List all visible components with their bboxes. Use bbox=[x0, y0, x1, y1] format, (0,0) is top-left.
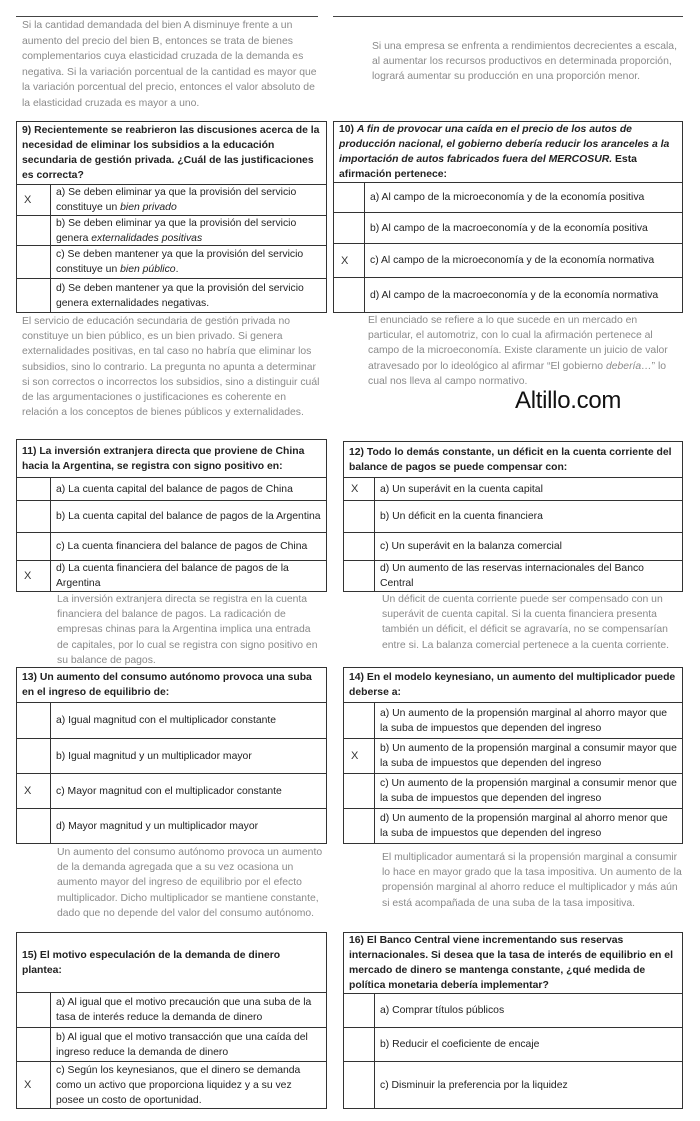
answer-mark-cell[interactable] bbox=[344, 1062, 375, 1108]
text-segment: b) Al igual que el motivo transacción que una caída del ingreso reduce la demanda de dinero bbox=[56, 1031, 308, 1058]
question-text bbox=[339, 122, 677, 182]
option-row[interactable] bbox=[344, 1062, 682, 1108]
answer-mark-cell[interactable] bbox=[17, 1062, 51, 1108]
option-text bbox=[380, 1037, 539, 1052]
text-segment: El multiplicador aumentará si la propensión marginal a consumir lo hace en mayor grado que la tasa impositiva. Un aumento de la propensión marginal al ahorro reduce el multiplicador y más aún si está acompañada de una suba de la tasa impositiva. bbox=[382, 852, 682, 909]
option-cell bbox=[365, 244, 682, 277]
option-row[interactable] bbox=[17, 739, 326, 774]
option-cell bbox=[365, 183, 682, 212]
answer-mark-cell[interactable] bbox=[344, 501, 375, 532]
text-segment: d) Un aumento de la propensión marginal al ahorro menor que la suba de impuestos que dependen del ingreso bbox=[380, 813, 668, 839]
answer-mark-cell[interactable] bbox=[344, 703, 375, 738]
text-segment: c) Se deben mantener ya que la provisión del servicio constituye un bbox=[56, 249, 304, 275]
text-segment: a) Al igual que el motivo precaución que una suba de la tasa de interés reduce la demanda de dinero bbox=[56, 997, 312, 1023]
option-cell bbox=[51, 561, 326, 591]
question-text bbox=[349, 445, 677, 475]
question-15-table bbox=[16, 932, 327, 1109]
option-cell bbox=[51, 1028, 326, 1061]
answer-mark-cell[interactable] bbox=[344, 533, 375, 560]
option-cell bbox=[375, 501, 682, 532]
text-segment: b) Un aumento de la propensión marginal a consumir mayor que la suba de impuestos que dependen del ingreso bbox=[380, 743, 677, 769]
option-cell bbox=[375, 809, 682, 843]
option-cell bbox=[51, 501, 326, 532]
emphasis-text: externalidades positivas bbox=[91, 232, 203, 244]
option-text bbox=[380, 1003, 504, 1018]
intro-paragraph-right: Si una empresa se enfrenta a rendimientos decrecientes a escala, al aumentar los recursos productivos en determinada proporción, logrará aumentar su producción en una proporción menor. bbox=[372, 41, 677, 83]
text-segment: c) Un superávit en la balanza comercial bbox=[380, 541, 562, 552]
option-cell bbox=[51, 703, 326, 738]
option-cell bbox=[365, 278, 682, 312]
option-text bbox=[56, 749, 252, 764]
question-text bbox=[22, 670, 321, 700]
question-13-explanation bbox=[57, 845, 329, 921]
option-text bbox=[56, 281, 321, 311]
text-segment: El servicio de educación secundaria de gestión privada no constituye un bien público, es un bien privado. Si genera externalidades positivas, en tal caso no habría que eliminar los subsidios, sino lo contrario. La pregunta no apunta a determinar si son correctos o incorrectos los subsidios, sino a distinguir cuál de las argumentaciones o justificaciones es coherente en relación a los conceptos de bienes públicos y externalidades. bbox=[22, 316, 320, 419]
answer-mark-cell[interactable] bbox=[17, 809, 51, 843]
option-text bbox=[56, 539, 307, 554]
answer-mark-cell[interactable] bbox=[17, 739, 51, 773]
answer-mark-cell[interactable] bbox=[334, 278, 365, 312]
option-row[interactable] bbox=[17, 1062, 326, 1108]
question-14-explanation bbox=[382, 850, 682, 911]
option-row[interactable] bbox=[344, 1028, 682, 1062]
question-14-header bbox=[344, 668, 682, 703]
option-text bbox=[380, 539, 562, 554]
option-cell bbox=[375, 703, 682, 738]
answer-mark-cell[interactable] bbox=[17, 703, 51, 738]
text-segment: 12) Todo lo demás constante, un déficit en la cuenta corriente del balance de pagos se puede compensar con: bbox=[349, 446, 672, 473]
question-12-explanation bbox=[382, 592, 682, 653]
option-text bbox=[56, 713, 276, 728]
emphasis-text: bien público bbox=[120, 264, 176, 275]
option-row[interactable] bbox=[344, 809, 682, 843]
option-row[interactable] bbox=[17, 703, 326, 739]
answer-mark: X bbox=[24, 194, 32, 206]
answer-mark-cell[interactable] bbox=[344, 478, 375, 500]
text-segment: c) Mayor magnitud con el multiplicador constante bbox=[56, 785, 282, 797]
option-text bbox=[56, 216, 321, 246]
option-cell bbox=[51, 478, 326, 500]
question-10-explanation bbox=[368, 313, 678, 389]
question-14-table bbox=[343, 667, 683, 844]
option-text bbox=[380, 741, 677, 771]
option-text bbox=[380, 561, 677, 591]
option-cell bbox=[51, 739, 326, 773]
question-12-table bbox=[343, 441, 683, 592]
watermark-logo: Altillo.com bbox=[515, 387, 622, 414]
answer-mark-cell[interactable] bbox=[344, 994, 375, 1027]
answer-mark-cell[interactable] bbox=[344, 739, 375, 773]
option-text bbox=[380, 811, 677, 841]
answer-mark-cell[interactable] bbox=[17, 478, 51, 500]
option-cell bbox=[51, 774, 326, 808]
question-11-table bbox=[16, 439, 327, 592]
question-11-header bbox=[17, 440, 326, 478]
text-segment: d) Mayor magnitud y un multiplicador mayor bbox=[56, 820, 259, 832]
text-segment: d) La cuenta financiera del balance de pagos de la Argentina bbox=[56, 563, 289, 589]
text-segment: a) Al campo de la microeconomía y de la economía positiva bbox=[370, 192, 645, 203]
text-segment: a) Un aumento de la propensión marginal al ahorro mayor que la suba de impuestos que dependen del ingreso bbox=[380, 707, 668, 734]
answer-mark: X bbox=[351, 483, 359, 495]
text-segment: 9) Recientemente se reabrieron las discusiones acerca de la necesidad de eliminar los subsidios a la educación secundaria de gestión privada. ¿Cuál de las justificaciones es correcta? bbox=[22, 125, 320, 181]
text-segment: d) Un aumento de las reservas internacionales del Banco Central bbox=[380, 563, 644, 589]
text-segment: a) Un superávit en la cuenta capital bbox=[380, 483, 543, 495]
text-segment: b) Igual magnitud y un multiplicador mayor bbox=[56, 750, 252, 762]
text-segment: El enunciado se refiere a lo que sucede en un mercado en particular, el automotriz, con lo cual la afirmación pertenece al campo de la microeconomía. Existe claramente un juicio de valor atravesado por lo ideológico al afirmar “El gobierno bbox=[368, 315, 668, 372]
question-13-header bbox=[17, 668, 326, 703]
option-row[interactable] bbox=[334, 213, 682, 244]
answer-mark-cell[interactable] bbox=[17, 216, 51, 245]
emphasis-text: A fin de provocar una caída en el precio de los autos de producción nacional, el gobierno debería reducir los aranceles a la importación de autos fabricados fuera del MERCOSUR. bbox=[339, 124, 670, 165]
option-row[interactable] bbox=[17, 279, 326, 312]
option-row[interactable] bbox=[17, 246, 326, 279]
text-segment: 11) La inversión extranjera directa que proviene de China hacia la Argentina, se registra con signo positivo en: bbox=[22, 445, 305, 472]
option-cell bbox=[375, 478, 682, 500]
text-segment: c) La cuenta financiera del balance de pagos de China bbox=[56, 541, 308, 552]
option-row[interactable] bbox=[344, 994, 682, 1028]
question-16-table bbox=[343, 932, 683, 1109]
option-row[interactable] bbox=[344, 533, 682, 561]
text-segment: d) Se deben mantener ya que la provisión del servicio genera externalidades negativas. bbox=[56, 282, 304, 309]
answer-mark-cell[interactable] bbox=[334, 244, 365, 277]
option-cell bbox=[375, 533, 682, 560]
option-text bbox=[56, 819, 258, 834]
question-16-header bbox=[344, 933, 682, 994]
option-row[interactable] bbox=[17, 774, 326, 809]
question-text bbox=[22, 948, 321, 978]
option-cell bbox=[51, 185, 326, 215]
question-10-header bbox=[334, 122, 682, 183]
answer-mark-cell[interactable] bbox=[17, 774, 51, 808]
option-row[interactable] bbox=[17, 216, 326, 246]
text-segment: Un déficit de cuenta corriente puede ser compensado con un superávit de cuenta capital. Si la cuenta financiera presenta también un déficit, el déficit se agravaría, no se compensarían entre si. La balanza comercial pertenece a la cuenta corriente. bbox=[382, 594, 670, 651]
option-text bbox=[380, 776, 677, 806]
option-cell bbox=[51, 216, 326, 245]
text-segment: a) Igual magnitud con el multiplicador constante bbox=[56, 715, 277, 726]
text-segment: 15) El motivo especulación de la demanda de dinero plantea: bbox=[22, 949, 281, 976]
question-15-header bbox=[17, 933, 326, 993]
text-segment: 16) El Banco Central viene incrementando sus reservas internacionales. Si desea que la tasa de interés de equilibrio en el mercado de dinero se mantenga constante, ¿qué medida de política monetaria debería implementar? bbox=[349, 935, 673, 991]
option-text bbox=[380, 706, 677, 736]
option-text bbox=[56, 784, 282, 799]
option-cell bbox=[375, 774, 682, 808]
answer-mark-cell[interactable] bbox=[344, 774, 375, 808]
answer-mark-cell[interactable] bbox=[17, 993, 51, 1027]
answer-mark-cell[interactable] bbox=[17, 533, 51, 560]
text-segment: b) Se deben eliminar ya que la provisión del servicio genera bbox=[56, 217, 297, 244]
option-row[interactable] bbox=[344, 739, 682, 774]
emphasis-text: debería… bbox=[605, 360, 652, 372]
option-cell bbox=[375, 994, 682, 1027]
question-9-header bbox=[17, 122, 326, 185]
option-text bbox=[56, 1030, 321, 1060]
text-segment: c) Según los keynesianos, que el dinero se demanda como un activo que proporciona liquidez y a su vez posee un costo de oportunidad. bbox=[56, 1064, 301, 1106]
option-row[interactable] bbox=[17, 533, 326, 561]
option-text bbox=[380, 1078, 568, 1093]
option-text bbox=[370, 288, 658, 303]
answer-mark-cell[interactable] bbox=[344, 1028, 375, 1061]
answer-mark: X bbox=[24, 570, 32, 582]
question-13-table bbox=[16, 667, 327, 844]
option-row[interactable] bbox=[17, 478, 326, 501]
question-9-explanation bbox=[22, 314, 322, 420]
answer-mark-cell[interactable] bbox=[17, 279, 51, 312]
option-text bbox=[56, 995, 321, 1025]
option-row[interactable] bbox=[17, 993, 326, 1028]
intro-paragraph-left: Si la cantidad demandada del bien A disminuye frente a un aumento del precio del bien B, entonces se trata de bienes complementarios cuya elasticidad cruzada de la demanda es negativa. Si la variación porcentual de la cantidad es mayor que la variación porcentual del precio, entonces el valor absoluto de la elasticidad cruzada es mayor a uno. bbox=[22, 20, 317, 109]
option-text bbox=[380, 482, 543, 497]
answer-mark-cell[interactable] bbox=[344, 809, 375, 843]
option-text bbox=[56, 561, 321, 591]
text-segment: c) Al campo de la microeconomía y de la economía normativa bbox=[370, 255, 655, 266]
option-row[interactable] bbox=[344, 703, 682, 739]
option-text bbox=[56, 509, 321, 524]
answer-mark: X bbox=[24, 785, 32, 797]
option-cell bbox=[365, 213, 682, 243]
option-cell bbox=[51, 993, 326, 1027]
option-text bbox=[370, 253, 654, 268]
answer-mark: X bbox=[24, 1079, 32, 1091]
text-segment: a) Comprar títulos públicos bbox=[380, 1005, 505, 1016]
option-text bbox=[380, 509, 543, 524]
question-11-explanation bbox=[57, 592, 322, 668]
answer-mark-cell[interactable] bbox=[17, 1028, 51, 1061]
question-12-header bbox=[344, 442, 682, 478]
text-segment: La inversión extranjera directa se registra en la cuenta financiera del balance de pagos. La radicación de empresas chinas para la Argentina implica una entrada de capitales, por lo cual se registra con signo positivo en su balance de pagos. bbox=[57, 594, 318, 666]
text-segment: . bbox=[175, 264, 179, 275]
text-segment: b) Un déficit en la cuenta financiera bbox=[380, 511, 543, 522]
answer-mark-cell[interactable] bbox=[334, 183, 365, 212]
option-text bbox=[370, 190, 644, 205]
text-segment: a) La cuenta capital del balance de pagos de China bbox=[56, 483, 293, 495]
option-cell bbox=[51, 1062, 326, 1108]
option-text bbox=[56, 482, 293, 497]
answer-mark-cell[interactable] bbox=[17, 561, 51, 591]
option-cell bbox=[375, 739, 682, 773]
text-segment: a) Se deben eliminar ya que la provisión del servicio constituye un bbox=[56, 187, 297, 213]
option-cell bbox=[375, 1062, 682, 1108]
text-segment: b) La cuenta capital del balance de pagos de la Argentina bbox=[56, 511, 321, 522]
option-text bbox=[370, 221, 648, 236]
question-9-table bbox=[16, 121, 327, 313]
option-row[interactable] bbox=[344, 561, 682, 591]
option-text bbox=[56, 185, 321, 215]
text-segment: c) Disminuir la preferencia por la liquidez bbox=[380, 1079, 568, 1091]
text-segment: Esta afirmación pertenece: bbox=[339, 154, 637, 180]
option-cell bbox=[375, 561, 682, 591]
option-cell bbox=[51, 533, 326, 560]
option-text bbox=[56, 247, 321, 277]
question-text bbox=[22, 123, 321, 183]
option-row[interactable] bbox=[344, 501, 682, 533]
answer-mark: X bbox=[351, 750, 359, 762]
question-10-table bbox=[333, 121, 683, 313]
option-row[interactable] bbox=[334, 278, 682, 312]
option-row[interactable] bbox=[344, 774, 682, 809]
text-segment: Un aumento del consumo autónomo provoca un aumento de la demanda agregada que a su vez ocasiona un aumento mayor del ingreso de equilibrio por el efecto multiplicador. Dicho multiplicador se mantiene constante, dado que no depende del valor del consumo autónomo. bbox=[57, 847, 323, 919]
text-segment: c) Un aumento de la propensión marginal a consumir menor que la suba de impuestos que dependen del ingreso bbox=[380, 778, 677, 804]
question-text bbox=[349, 670, 677, 700]
question-text bbox=[349, 933, 677, 993]
answer-mark-cell[interactable] bbox=[17, 185, 51, 215]
option-cell bbox=[375, 1028, 682, 1061]
text-segment: ” lo cual nos lleva al campo normativo. bbox=[368, 360, 667, 387]
answer-mark-cell[interactable] bbox=[17, 246, 51, 278]
option-row[interactable] bbox=[334, 183, 682, 213]
question-text bbox=[22, 444, 321, 474]
option-row[interactable] bbox=[344, 478, 682, 501]
option-row[interactable] bbox=[334, 244, 682, 278]
emphasis-text: bien privado bbox=[120, 202, 177, 213]
text-segment: 14) En el modelo keynesiano, un aumento del multiplicador puede deberse a: bbox=[349, 672, 676, 698]
answer-mark-cell[interactable] bbox=[344, 561, 375, 591]
text-segment: d) Al campo de la macroeconomía y de la economía normativa bbox=[370, 289, 659, 301]
option-row[interactable] bbox=[17, 809, 326, 843]
option-cell bbox=[51, 279, 326, 312]
answer-mark-cell[interactable] bbox=[17, 501, 51, 532]
answer-mark-cell[interactable] bbox=[334, 213, 365, 243]
text-segment: b) Reducir el coeficiente de encaje bbox=[380, 1039, 540, 1050]
text-segment: b) Al campo de la macroeconomía y de la economía positiva bbox=[370, 222, 648, 234]
top-rule-left bbox=[16, 16, 318, 17]
option-row[interactable] bbox=[17, 501, 326, 533]
top-rule-right bbox=[333, 16, 683, 17]
option-row[interactable] bbox=[17, 1028, 326, 1062]
text-segment: 13) Un aumento del consumo autónomo provoca una suba en el ingreso de equilibrio de: bbox=[22, 672, 312, 698]
option-cell bbox=[51, 809, 326, 843]
answer-mark: X bbox=[341, 254, 349, 267]
option-text bbox=[56, 1063, 321, 1108]
option-row[interactable] bbox=[17, 561, 326, 591]
option-cell bbox=[51, 246, 326, 278]
text-segment: 10) bbox=[339, 124, 357, 135]
option-row[interactable] bbox=[17, 185, 326, 216]
